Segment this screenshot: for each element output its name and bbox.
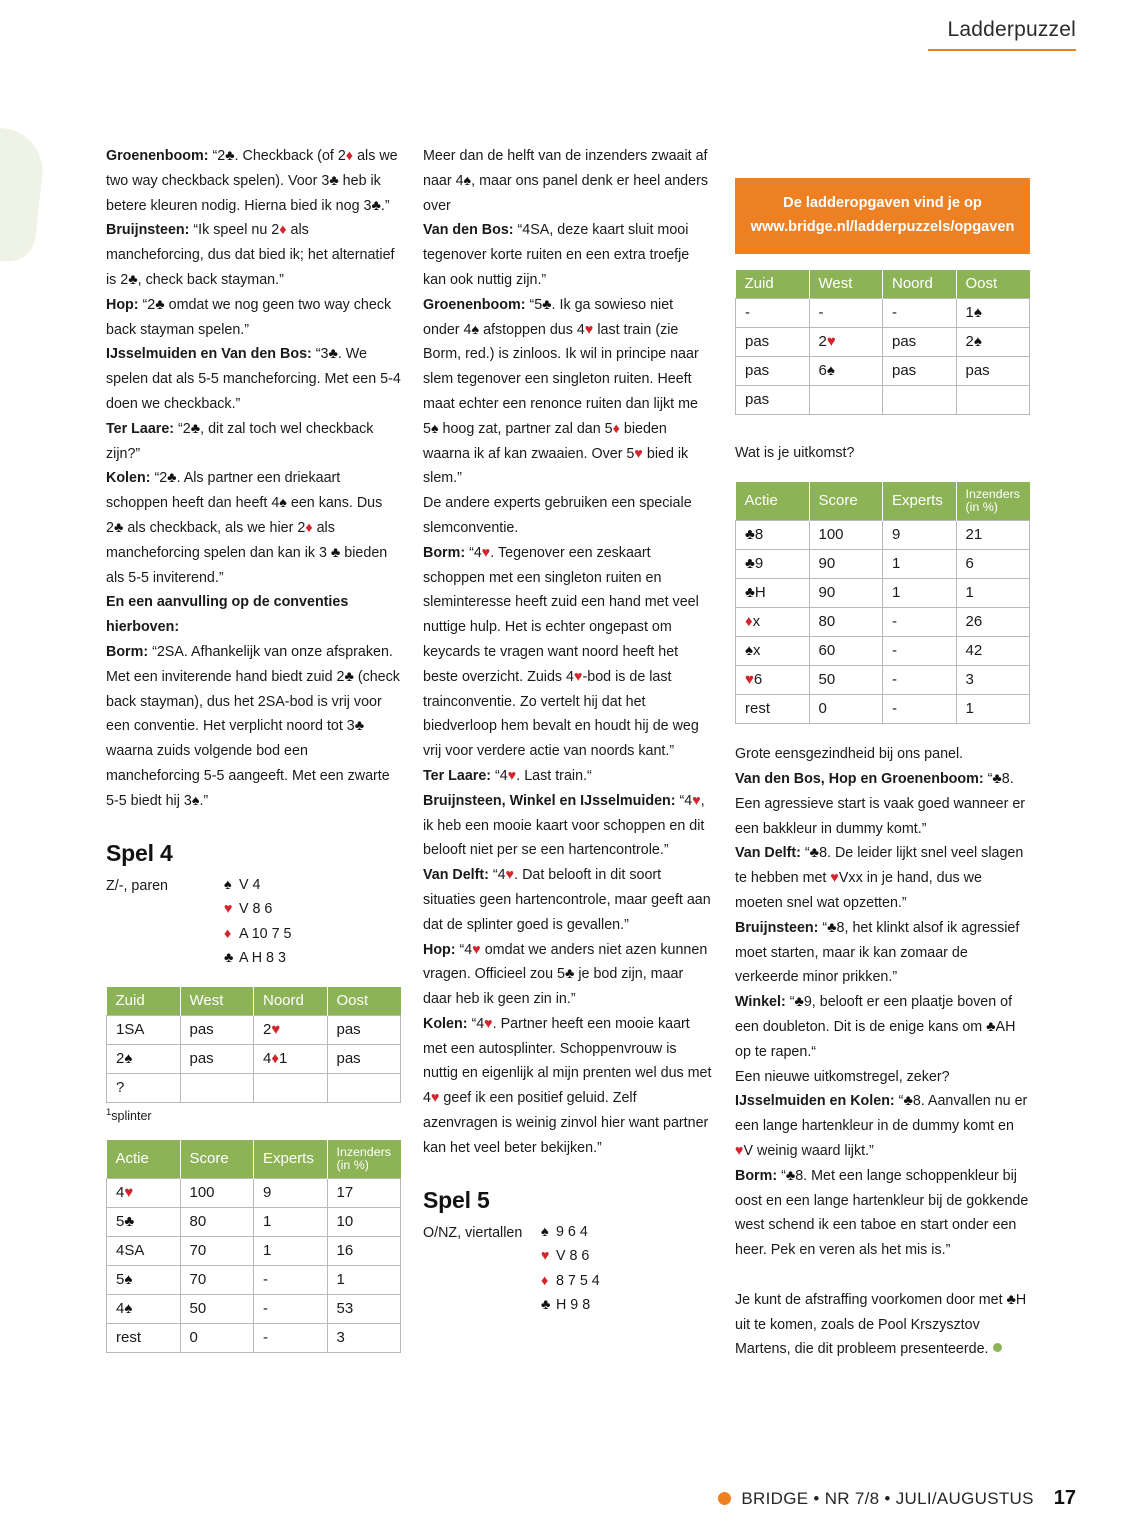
table-cell: 42 bbox=[956, 637, 1030, 666]
table-cell: 16 bbox=[327, 1237, 401, 1266]
table-cell: ♣9 bbox=[736, 550, 810, 579]
table-cell: 9 bbox=[883, 521, 957, 550]
end-of-article-icon bbox=[993, 1343, 1002, 1352]
paragraph: IJsselmuiden en Van den Bos: “3♣. We spelen dat als 5-5 mancheforcing. Met een 5-4 doen we checkback.” bbox=[106, 346, 401, 412]
vulnerability-label: Z/-, paren bbox=[106, 877, 168, 894]
table-cell: 3 bbox=[327, 1324, 401, 1353]
promo-line-1: De ladderopgaven vind je op bbox=[783, 195, 982, 211]
hand-hearts-value: V 8 6 bbox=[556, 1248, 590, 1265]
table-cell bbox=[956, 386, 1030, 415]
table-cell: rest bbox=[107, 1324, 181, 1353]
table-body bbox=[736, 521, 1030, 724]
paragraph: Bruijnsteen: “Ik speel nu 2♦ als mancheforcing, dus dat bied ik; het alternatief is 2♣, check back stayman.” bbox=[106, 222, 395, 288]
bullet-dot-icon bbox=[718, 1492, 731, 1505]
hand-diagram bbox=[423, 1220, 713, 1318]
table-cell: ♠x bbox=[736, 637, 810, 666]
table-cell: 6 bbox=[956, 550, 1030, 579]
column-header: Zuid bbox=[736, 270, 810, 299]
hand-cards bbox=[541, 1220, 713, 1318]
table-cell: 70 bbox=[180, 1237, 254, 1266]
column-header: Experts bbox=[254, 1140, 328, 1179]
table-cell: 70 bbox=[180, 1266, 254, 1295]
header-rule bbox=[928, 49, 1076, 51]
table-cell bbox=[327, 1073, 401, 1102]
hand-cards bbox=[224, 873, 401, 971]
paragraph: Borm: “♣8. Met een lange schoppenkleur bij oost en een lange hartenkleur bij de gokkende west schend ik een taboe en start onder een heer. Pek en veren als het mis is.” bbox=[735, 1167, 1029, 1259]
hand-hearts-value: V 8 6 bbox=[239, 901, 273, 918]
question-text: Wat is je uitkomst? bbox=[735, 445, 855, 461]
table-cell: 21 bbox=[956, 521, 1030, 550]
table-cell: 1 bbox=[327, 1266, 401, 1295]
paragraph: Van den Bos, Hop en Groenenboom: “♣8. Een agressieve start is vaak goed wanneer er een bakkleur in dummy komt.” bbox=[735, 771, 1026, 837]
table-body bbox=[107, 1179, 401, 1353]
table-cell: 1 bbox=[883, 579, 957, 608]
table-header-row bbox=[736, 482, 1030, 521]
table-cell: pas bbox=[883, 328, 957, 357]
section-heading-spel4: Spel 4 bbox=[106, 839, 173, 866]
table-cell: 100 bbox=[809, 521, 883, 550]
table-cell: 9 bbox=[254, 1179, 328, 1208]
page-number: 17 bbox=[1053, 1487, 1076, 1509]
table-cell: 1SA bbox=[107, 1015, 181, 1044]
table-cell: 80 bbox=[180, 1208, 254, 1237]
table-cell: 1 bbox=[956, 579, 1030, 608]
table-cell: 80 bbox=[809, 608, 883, 637]
paragraph: Hop: “4♥ omdat we anders niet azen kunnen vragen. Officieel zou 5♣ je bod zijn, maar daar heb ik geen zin in.” bbox=[423, 941, 708, 1008]
table-cell: - bbox=[254, 1324, 328, 1353]
table-cell: pas bbox=[327, 1015, 401, 1044]
paragraph-spacer bbox=[735, 1263, 1030, 1288]
column-2 bbox=[423, 144, 713, 1362]
hand-diagram bbox=[106, 873, 401, 971]
table-row bbox=[107, 1179, 401, 1208]
paragraph: Kolen: “2♣. Als partner een driekaart schoppen heeft dan heeft 4♠ een kans. Dus 2♣ als checkback, als we hier 2♦ als mancheforcing spelen dan kan ik 3 ♣ bieden als 5-5 inviterend.” bbox=[106, 470, 388, 586]
table-cell: 4♦1 bbox=[254, 1044, 328, 1073]
table-cell: - bbox=[883, 695, 957, 724]
table-cell bbox=[809, 386, 883, 415]
table-row bbox=[736, 550, 1030, 579]
score-table-spel4 bbox=[106, 1140, 401, 1353]
closing-paragraph bbox=[735, 1288, 1030, 1362]
table-cell: 5♠ bbox=[107, 1266, 181, 1295]
paragraph: Winkel: “♣9, belooft er een plaatje boven of een doubleton. Dit is de enige kans om ♣AH op te rapen.“ bbox=[735, 994, 1016, 1060]
table-cell: 4SA bbox=[107, 1237, 181, 1266]
spade-icon: ♠ bbox=[224, 876, 232, 893]
table-cell: 2♠ bbox=[107, 1044, 181, 1073]
table-cell: - bbox=[254, 1295, 328, 1324]
table-cell: 10 bbox=[327, 1208, 401, 1237]
score-table-spel5 bbox=[735, 482, 1030, 724]
column-header: West bbox=[180, 987, 254, 1016]
paragraph: De andere experts gebruiken een speciale slemconventie. bbox=[423, 495, 692, 536]
column-header: Actie bbox=[107, 1140, 181, 1179]
club-icon: ♣ bbox=[541, 1297, 551, 1314]
table-row bbox=[736, 299, 1030, 328]
table-cell: ♣8 bbox=[736, 521, 810, 550]
footer-issue-text: BRIDGE • NR 7/8 • JULI/AUGUSTUS bbox=[741, 1488, 1034, 1508]
hand-diamonds-value: A 10 7 5 bbox=[239, 925, 292, 942]
hand-clubs-value: A H 8 3 bbox=[239, 950, 286, 967]
paragraph: Grote eensgezindheid bij ons panel. bbox=[735, 746, 964, 763]
table-cell: ? bbox=[107, 1073, 181, 1102]
column-header: Oost bbox=[327, 987, 401, 1016]
table-cell: - bbox=[883, 299, 957, 328]
table-row bbox=[107, 1237, 401, 1266]
vulnerability-label: O/NZ, viertallen bbox=[423, 1224, 523, 1241]
table-cell: pas bbox=[180, 1015, 254, 1044]
table-cell: 1 bbox=[254, 1237, 328, 1266]
paragraph: Meer dan de helft van de inzenders zwaait af naar 4♠, maar ons panel denk er heel anders over bbox=[423, 148, 708, 214]
section-heading-spel5: Spel 5 bbox=[423, 1186, 490, 1213]
table-cell: pas bbox=[736, 386, 810, 415]
promo-box[interactable] bbox=[735, 178, 1030, 254]
column-header: Oost bbox=[956, 270, 1030, 299]
table-cell bbox=[254, 1073, 328, 1102]
table-cell: pas bbox=[180, 1044, 254, 1073]
paragraph: Een nieuwe uitkomstregel, zeker? bbox=[735, 1068, 950, 1085]
table-row bbox=[736, 666, 1030, 695]
promo-url[interactable]: www.bridge.nl/ladderpuzzels/opgaven bbox=[750, 219, 1015, 235]
decorative-blob bbox=[0, 124, 47, 264]
table-cell: 1 bbox=[883, 550, 957, 579]
hand-spades bbox=[224, 873, 401, 898]
page-title: Ladderpuzzel bbox=[947, 18, 1076, 41]
hand-diamonds bbox=[224, 922, 401, 947]
table-cell: 0 bbox=[180, 1324, 254, 1353]
table-cell: - bbox=[883, 637, 957, 666]
table-cell: - bbox=[883, 666, 957, 695]
paragraph: Van Delft: “4♥. Dat belooft in dit soort situaties geen hartencontrole, maar geeft aan dat de splinter goed is gevallen.” bbox=[423, 867, 711, 933]
table-cell: 50 bbox=[809, 666, 883, 695]
hand-spades-value: 9 6 4 bbox=[556, 1223, 588, 1240]
table-row bbox=[736, 521, 1030, 550]
paragraph: Van Delft: “♣8. De leider lijkt snel veel slagen te hebben met ♥Vxx in je hand, dus we moeten snel wat opzetten.” bbox=[735, 845, 1024, 911]
hand-clubs bbox=[541, 1293, 713, 1318]
closing-text: Je kunt de afstraffing voorkomen door met ♣H uit te komen, zoals de Pool Krszysztov Martens, die dit probleem presenteerde. bbox=[735, 1291, 1027, 1358]
hand-hearts bbox=[541, 1244, 713, 1269]
paragraph: Groenenboom: “2♣. Checkback (of 2♦ als we two way checkback spelen). Voor 3♣ heb ik betere kleuren nodig. Hierna bied ik nog 3♣.” bbox=[106, 148, 398, 214]
table-row bbox=[736, 357, 1030, 386]
table-row bbox=[736, 637, 1030, 666]
paragraph: Borm: “2SA. Afhankelijk van onze afspraken. Met een inviterende hand biedt zuid 2♣ (check back stayman), dus het 2SA-bod is vrij voor een conventie. Het verplicht noord tot 3♣ waarna zuids volgende bod een mancheforcing 5-5 aangeeft. Met een zwarte 5-5 biedt hij 3♠.” bbox=[106, 643, 400, 809]
table-cell: - bbox=[254, 1266, 328, 1295]
table-row bbox=[736, 695, 1030, 724]
table-row bbox=[107, 1044, 401, 1073]
table-cell: pas bbox=[736, 357, 810, 386]
table-cell: 3 bbox=[956, 666, 1030, 695]
table-cell: pas bbox=[883, 357, 957, 386]
table-cell: 2♥ bbox=[809, 328, 883, 357]
hand-diamonds-value: 8 7 5 4 bbox=[556, 1272, 600, 1289]
paragraph: Ter Laare: “4♥. Last train.“ bbox=[423, 767, 592, 784]
hand-diamonds bbox=[541, 1269, 713, 1294]
table-row bbox=[107, 1073, 401, 1102]
column-header: Score bbox=[809, 482, 883, 521]
paragraph: Bruijnsteen, Winkel en IJsselmuiden: “4♥, ik heb een mooie kaart voor schoppen en dit belooft niet per se een hartencontrole.” bbox=[423, 792, 705, 859]
page-footer bbox=[718, 1487, 1076, 1510]
paragraph: Groenenboom: “5♣. Ik ga sowieso niet onder 4♠ afstoppen dus 4♥ last train (zie Borm, red.) is zinloos. Ik wil in principe naar slem tegenover een singleton ruiten. Heeft maat echter een renonce ruiten dan lijkt me 5♠ hoog zat, partner zal dan 5♦ bieden waarna ik af kan zwaaien. Over 5♥ bied ik slem.” bbox=[423, 296, 699, 487]
paragraph: Kolen: “4♥. Partner heeft een mooie kaart met een autosplinter. Schoppenvrouw is nuttig en eigenlijk al mijn prenten wel dus met 4♥ geef ik een positief geluid. Zelf azenvragen is weinig zinvol hier want partner kan het veel beter bekijken.” bbox=[423, 1015, 712, 1156]
table-cell: pas bbox=[327, 1044, 401, 1073]
table-row bbox=[736, 328, 1030, 357]
table-cell: 1♠ bbox=[956, 299, 1030, 328]
paragraph: IJsselmuiden en Kolen: “♣8. Aanvallen nu er een lange hartenkleur in de dummy komt en ♥V weinig waard lijkt.” bbox=[735, 1093, 1028, 1159]
table-header-row bbox=[107, 987, 401, 1016]
table-row bbox=[107, 1295, 401, 1324]
column-3 bbox=[735, 144, 1030, 1362]
club-icon: ♣ bbox=[224, 950, 234, 967]
diamond-icon: ♦ bbox=[224, 925, 232, 942]
table-row bbox=[107, 1324, 401, 1353]
table-cell: ♥6 bbox=[736, 666, 810, 695]
hand-clubs-value: H 9 8 bbox=[556, 1297, 591, 1314]
spade-icon: ♠ bbox=[541, 1223, 549, 1240]
running-header bbox=[928, 18, 1076, 51]
table-cell: 53 bbox=[327, 1295, 401, 1324]
table-body bbox=[107, 1015, 401, 1102]
table-row bbox=[107, 1266, 401, 1295]
paragraph: Van den Bos: “4SA, deze kaart sluit mooi tegenover korte ruiten en een extra troefje kan ook nuttig zijn.” bbox=[423, 222, 690, 288]
table-cell: 90 bbox=[809, 579, 883, 608]
column-header: West bbox=[809, 270, 883, 299]
table-cell: 50 bbox=[180, 1295, 254, 1324]
diamond-icon: ♦ bbox=[541, 1272, 549, 1289]
bidding-table-spel5 bbox=[735, 270, 1030, 415]
table-cell: 26 bbox=[956, 608, 1030, 637]
column-header: Noord bbox=[254, 987, 328, 1016]
hand-hearts bbox=[224, 897, 401, 922]
column-header: Actie bbox=[736, 482, 810, 521]
heart-icon: ♥ bbox=[541, 1248, 550, 1265]
table-cell: 100 bbox=[180, 1179, 254, 1208]
table-cell: 1 bbox=[956, 695, 1030, 724]
table-header-row bbox=[107, 1140, 401, 1179]
bidding-footnote: $^1$splinter bbox=[106, 1106, 152, 1123]
table-cell: 0 bbox=[809, 695, 883, 724]
hand-clubs bbox=[224, 946, 401, 971]
table-cell: 60 bbox=[809, 637, 883, 666]
table-cell: 5♣ bbox=[107, 1208, 181, 1237]
table-cell: - bbox=[736, 299, 810, 328]
column-header: Score bbox=[180, 1140, 254, 1179]
table-cell: - bbox=[883, 608, 957, 637]
table-cell: 6♠ bbox=[809, 357, 883, 386]
column-header: Zuid bbox=[107, 987, 181, 1016]
table-cell: 2♥ bbox=[254, 1015, 328, 1044]
table-cell: 2♠ bbox=[956, 328, 1030, 357]
table-cell: - bbox=[809, 299, 883, 328]
column-header: Experts bbox=[883, 482, 957, 521]
table-cell bbox=[883, 386, 957, 415]
heart-icon: ♥ bbox=[224, 901, 233, 918]
table-row bbox=[736, 579, 1030, 608]
paragraph: Borm: “4♥. Tegenover een zeskaart schoppen met een singleton ruiten en sleminteresse heeft zuid een hand met veel nuttige hulp. Het is echter ongepast om keycards te vragen want noord heeft het beste overzicht. Zuids 4♥-bod is de last trainconventie. Zo vertelt hij dat het biedverloop hem bevalt en houdt hij de weg vrij voor verdere actie van noords kant.” bbox=[423, 544, 699, 760]
paragraph: Ter Laare: “2♣, dit zal toch wel checkback zijn?” bbox=[106, 420, 374, 462]
table-cell: ♦x bbox=[736, 608, 810, 637]
table-cell: rest bbox=[736, 695, 810, 724]
table-cell: 17 bbox=[327, 1179, 401, 1208]
table-cell: 4♠ bbox=[107, 1295, 181, 1324]
table-row bbox=[107, 1208, 401, 1237]
hand-spades-value: V 4 bbox=[239, 876, 261, 893]
table-cell bbox=[180, 1073, 254, 1102]
table-body bbox=[736, 299, 1030, 415]
article-columns bbox=[106, 144, 1036, 1362]
table-cell: pas bbox=[736, 328, 810, 357]
table-row bbox=[736, 386, 1030, 415]
table-cell: 90 bbox=[809, 550, 883, 579]
column-header: Noord bbox=[883, 270, 957, 299]
paragraph: En een aanvulling op de conventies hierboven: bbox=[106, 594, 349, 636]
column-header-inzenders: Inzenders (in %) bbox=[956, 482, 1030, 521]
column-header-inzenders: Inzenders (in %) bbox=[327, 1140, 401, 1179]
table-row bbox=[736, 608, 1030, 637]
paragraph: Bruijnsteen: “♣8, het klinkt alsof ik agressief moet starten, maar ik kan zomaar de verkeerde minor prikken.” bbox=[735, 919, 1020, 986]
table-cell: pas bbox=[956, 357, 1030, 386]
table-cell: ♣H bbox=[736, 579, 810, 608]
bidding-table-spel4 bbox=[106, 987, 401, 1103]
paragraph: Hop: “2♣ omdat we nog geen two way check back stayman spelen.” bbox=[106, 296, 392, 338]
table-row bbox=[107, 1015, 401, 1044]
table-cell: 4♥ bbox=[107, 1179, 181, 1208]
column-1 bbox=[106, 144, 401, 1362]
table-cell: 1 bbox=[254, 1208, 328, 1237]
hand-spades bbox=[541, 1220, 713, 1245]
table-header-row bbox=[736, 270, 1030, 299]
